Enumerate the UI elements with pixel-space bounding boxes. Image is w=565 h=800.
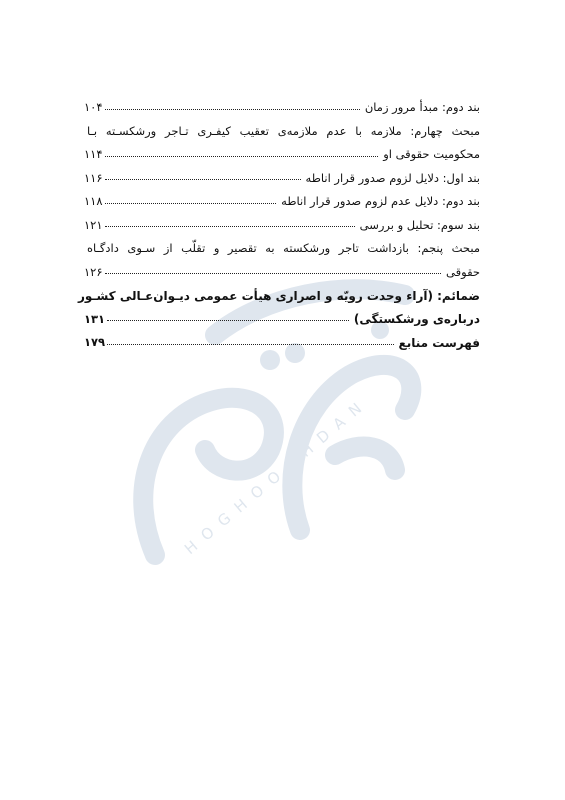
table-of-contents [77, 90, 480, 350]
leader-dots [105, 273, 442, 274]
toc-entry-page: ۱۳۱ [84, 311, 106, 326]
toc-entry-appendix[interactable] [77, 278, 480, 303]
toc-entry-continuation[interactable] [84, 137, 480, 161]
toc-entry-page: ۱۱۸ [84, 194, 103, 208]
toc-entry-label: فهرست منابع [398, 335, 480, 350]
toc-entry-page: ۱۲۶ [84, 264, 103, 279]
toc-entry[interactable] [84, 161, 480, 185]
toc-entry-label: بند دوم: دلایل عدم لزوم صدور قرار اناطه [281, 194, 480, 208]
toc-entry-continuation[interactable] [84, 255, 480, 279]
toc-entry[interactable] [84, 184, 480, 208]
toc-entry[interactable] [84, 208, 480, 232]
toc-entry-page: ۱۲۱ [84, 217, 103, 232]
leader-dots [107, 344, 393, 345]
toc-entry-continuation[interactable] [84, 302, 480, 326]
toc-entry[interactable] [84, 90, 480, 114]
toc-entry-page: ۱۰۴ [84, 100, 103, 114]
toc-entry-references[interactable] [84, 325, 480, 349]
toc-entry-label: محکومیت حقوقی او [383, 147, 480, 161]
leader-dots [105, 156, 379, 157]
toc-entry[interactable] [84, 114, 480, 138]
leader-dots [107, 320, 349, 321]
toc-entry-label: حقوقی [446, 264, 480, 279]
toc-entry-label: بند دوم: مبدأ مرور زمان [364, 100, 480, 114]
leader-dots [105, 179, 301, 180]
toc-entry[interactable] [84, 231, 480, 255]
toc-entry-page: ۱۱۴ [84, 147, 103, 161]
toc-entry-label: درباره‌ی ورشکستگی) [353, 312, 480, 326]
watermark-latin: HOGHOOGHDAN [181, 393, 373, 559]
leader-dots [105, 203, 277, 204]
toc-entry-label: بند اول: دلایل لزوم صدور قرار اناطه [305, 170, 480, 185]
toc-entry-page: ۱۱۶ [84, 170, 103, 185]
toc-entry-label: مبحث پنجم: بازداشت تاجر ورشکسته به تقصیر و تقلّب از سـوی دادگـاه [87, 241, 480, 255]
leader-dots [105, 226, 355, 227]
toc-entry-label: بند سوم: تحلیل و بررسی [359, 217, 480, 232]
toc-entry-label: مبحث چهارم: ملازمه با عدم ملازمه‌ی تعقیب کیفـری تـاجر ورشکسـته بـا [87, 123, 480, 138]
toc-entry-page: ۱۷۹ [84, 335, 106, 349]
toc-entry-label: ضمائم: (آراء وحدت رویّه و اصراری هیأت عمومی دیـوان‌عـالی کشـور [77, 288, 480, 303]
leader-dots [105, 109, 360, 110]
